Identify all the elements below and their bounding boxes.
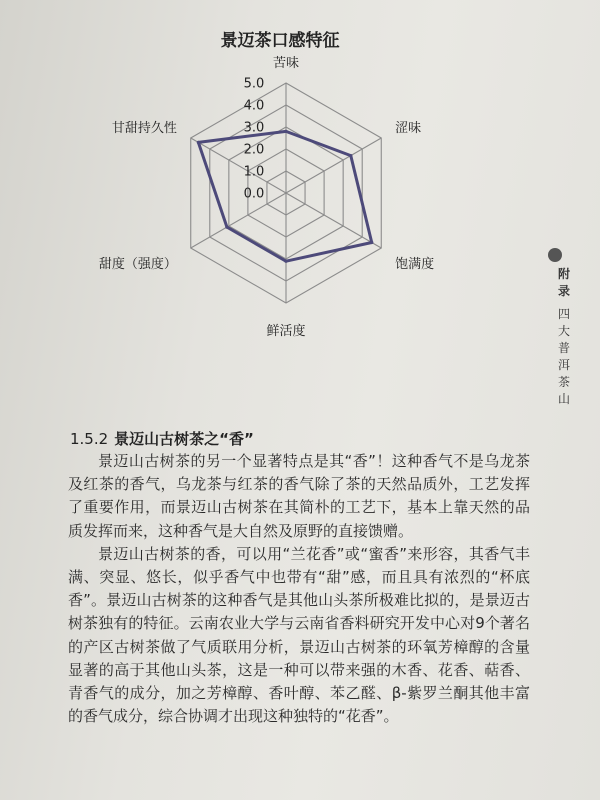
tick-label: 3.0 <box>243 120 265 136</box>
data-point <box>370 241 373 244</box>
chart-title: 景迈茶口感特征 <box>220 31 340 51</box>
paragraph: 景迈山古树茶的香，可以用“兰花香”或“蜜香”来形容，其香气丰满、突显、悠长，似乎香气中也带有“甜”感，而且具有浓烈的“杯底香”。景迈山古树茶的这种香气是其他山头茶所极难比拟的，是景迈古树茶独有的特征。云南农业大学与云南省香料研究开发中心对9个著名的产区古树茶做了气质联用分析，景迈山古树茶的环氧芳樟醇的含量显著的高于其他山头茶，这是一种可以带来强的木香、花香、萜香、青香气的成分，加之芳樟醇、香叶醇、苯乙醛、β-紫罗兰酮其他丰富的香气成分，综合协调才出现这种独特的“花香”。 <box>68 544 530 726</box>
side-tab-char: 山 <box>557 392 570 406</box>
tick-label: 2.0 <box>243 142 265 158</box>
section-marker-dot <box>548 248 562 262</box>
side-tab-char: 录 <box>557 284 570 298</box>
side-tab-char: 茶 <box>557 375 570 389</box>
axis-label: 饱满度 <box>395 257 435 272</box>
axis-label: 甘甜持久性 <box>111 121 177 136</box>
side-tab-appendix <box>554 266 574 300</box>
series-line <box>198 131 371 261</box>
axis-label: 鲜活度 <box>266 324 306 339</box>
axis-label: 甜度（强度） <box>98 257 177 272</box>
tick-label: 4.0 <box>243 98 265 114</box>
section-title: 景迈山古树茶之“香” <box>114 430 254 448</box>
side-tab-char: 大 <box>557 324 570 338</box>
grid-spoke <box>191 193 286 248</box>
axis-label: 涩味 <box>395 121 422 136</box>
side-tab-char: 洱 <box>557 358 570 372</box>
side-tab-char: 普 <box>557 341 570 355</box>
axis-label: 苦味 <box>272 56 300 71</box>
side-tab-char: 附 <box>557 267 570 281</box>
section-number: 1.5.2 <box>70 430 109 448</box>
data-point <box>197 141 200 144</box>
data-point <box>225 226 228 229</box>
data-point <box>284 130 287 133</box>
paragraph: 景迈山古树茶的另一个显著特点是其“香”！这种香气不是乌龙茶及红茶的香气，乌龙茶与红茶的香气除了茶的天然品质外，工艺发挥了重要作用，而景迈山古树茶在其简朴的工艺下，基本上靠天然的品质发挥而来，这种香气是大自然及原野的直接馈赠。 <box>68 452 530 540</box>
data-point <box>349 154 352 157</box>
data-point <box>284 260 287 263</box>
section-body <box>68 450 530 728</box>
grid-spoke <box>286 138 381 193</box>
tick-label: 0.0 <box>243 186 265 202</box>
section-heading <box>70 428 254 449</box>
side-tab <box>554 266 574 408</box>
tick-label: 1.0 <box>243 164 265 180</box>
side-tab-part <box>554 306 574 408</box>
side-tab-char: 四 <box>557 307 570 321</box>
tick-label: 5.0 <box>243 76 265 92</box>
